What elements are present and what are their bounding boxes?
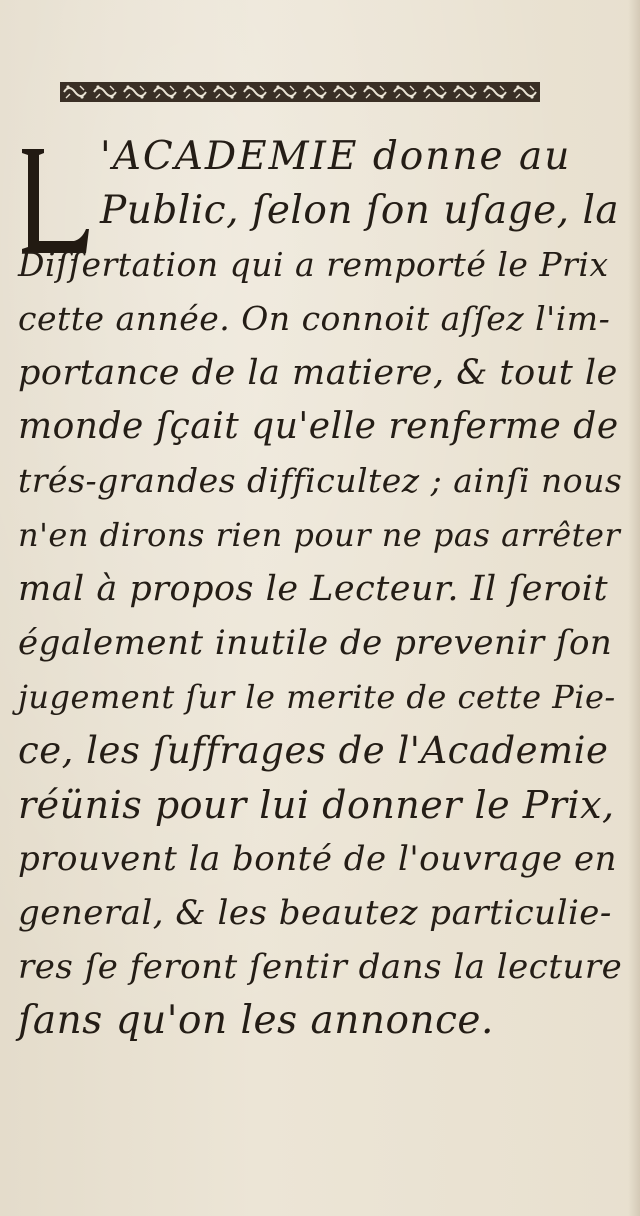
page-edge-shadow [628, 0, 640, 1216]
text-line: prouvent la bonté de l'ouvrage en [18, 839, 617, 879]
text-line: mal à propos le Lecteur. Il ſeroit [18, 569, 609, 609]
text-line: Public, ſelon ſon uſage, la [100, 188, 620, 233]
text-line: ce, les ſuffrages de l'Academie [18, 729, 609, 772]
text-line: 'ACADEMIE donne au [100, 134, 572, 179]
text-line: ſans qu'on les annonce. [18, 998, 494, 1043]
text-line: cette année. On connoit aſſez l'im- [18, 299, 611, 338]
printers-ornament-band [60, 80, 540, 104]
text-line: jugement ſur le merite de cette Pie- [18, 678, 616, 716]
text-line: Diſſertation qui a remporté le Prix [18, 245, 609, 284]
text-line: res ſe feront ſentir dans la lecture [18, 947, 623, 987]
text-line: n'en dirons rien pour ne pas arrêter [18, 516, 621, 554]
text-line: également inutile de prevenir ſon [18, 623, 613, 663]
text-line: portance de la matiere, & tout le [18, 353, 618, 393]
text-line: trés-grandes difficultez ; ainſi nous [18, 461, 623, 500]
text-line: general, & les beautez particulie- [18, 893, 612, 933]
text-line: réünis pour lui donner le Prix, [18, 783, 615, 827]
text-line: monde ſçait qu'elle renferme de [18, 406, 619, 447]
ornament-frieze-icon [60, 80, 540, 104]
